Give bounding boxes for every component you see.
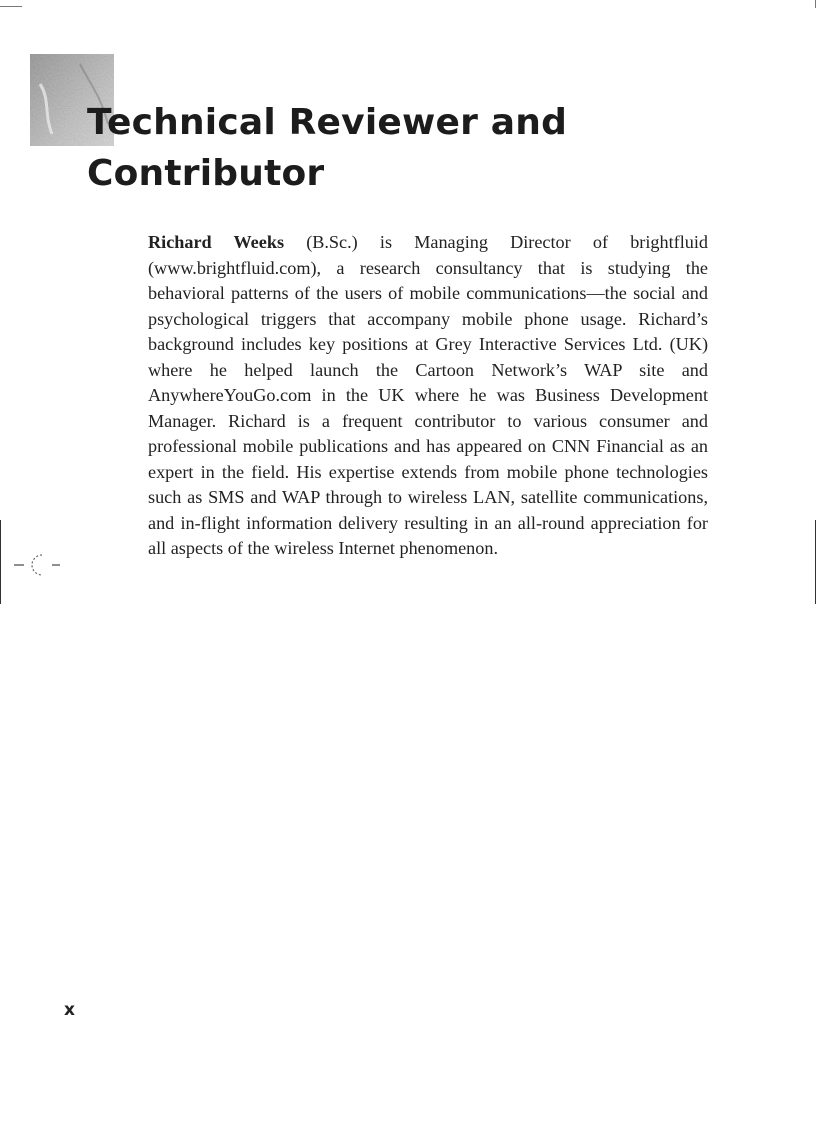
contributor-bio: [148, 230, 708, 562]
registration-mark-icon: [14, 552, 62, 578]
page-number: x: [64, 1000, 75, 1020]
crop-mark-left: [0, 520, 1, 604]
contributor-bio-text: (B.Sc.) is Managing Director of brightfluid (www.brightfluid.com), a research consultancy that is studying the behavioral patterns of the users of mobile communications—the social and psychological triggers that accompany mobile phone usage. Richard’s background includes key positions at Grey Interactive Services Ltd. (UK) where he helped launch the Cartoon Network’s WAP site and AnywhereYouGo.com in the UK where he was Business Development Manager. Richard is a frequent contributor to various consumer and professional mobile publications and has appeared on CNN Financial as an expert in the field. His expertise extends from mobile phone technologies such as SMS and WAP through to wireless LAN, satellite communications, and in-flight information delivery resulting in an all-round appreciation for all aspects of the wireless Internet phenomenon.: [148, 232, 708, 558]
crop-mark-top: [0, 6, 22, 7]
chapter-title: [87, 97, 687, 199]
contributor-name: Richard Weeks: [148, 232, 285, 252]
chapter-title-line-1: Technical Reviewer and: [87, 102, 568, 143]
chapter-title-line-2: Contributor: [87, 153, 325, 194]
